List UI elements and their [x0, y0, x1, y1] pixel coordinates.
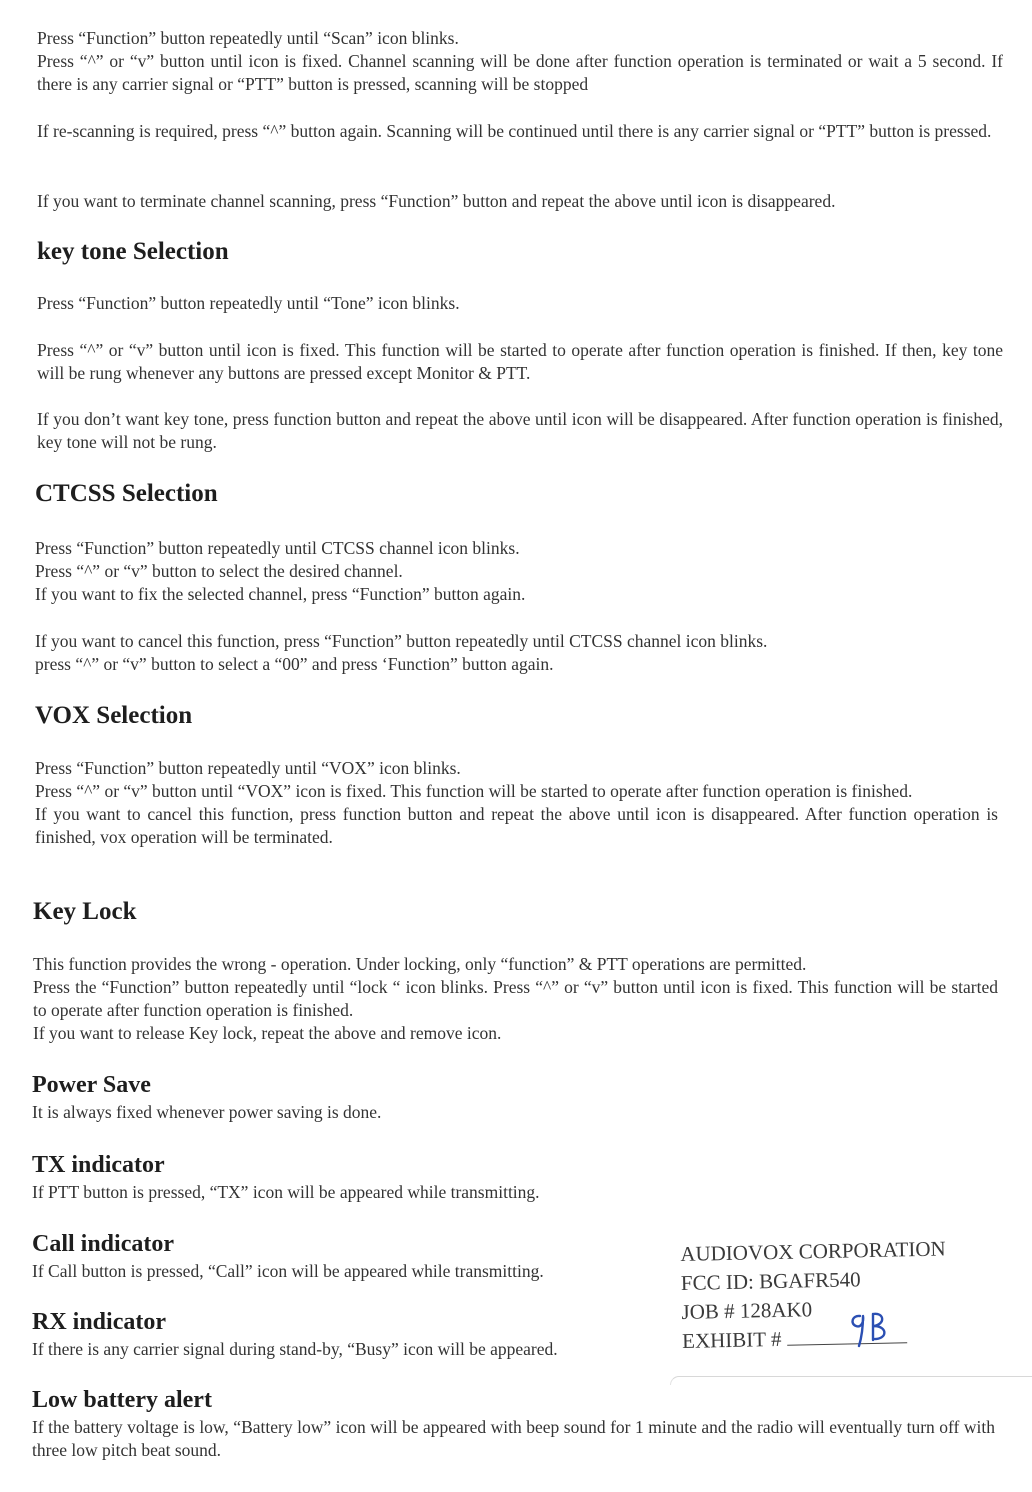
vox-line-1: Press “Function” button repeatedly until “VOX” icon blinks.: [35, 758, 461, 778]
stamp-fcc-id: FCC ID: BGAFR540: [680, 1267, 861, 1295]
key-tone-heading: key tone Selection: [37, 238, 229, 265]
scan-edge-mark: [670, 1376, 1032, 1385]
ctcss-paragraph-2: [35, 630, 1001, 676]
low-battery-heading: Low battery alert: [32, 1387, 212, 1413]
scan-paragraph-2: If re-scanning is required, press “^” button again. Scanning will be continued until there is any carrier signal or “PTT” button is pressed.: [37, 121, 992, 141]
vox-heading: VOX Selection: [35, 702, 193, 729]
vox-paragraph: [35, 757, 998, 849]
call-heading: Call indicator: [32, 1231, 174, 1257]
ctcss-line-5: press “^” or “v” button to select a “00” and press ‘Function” button again.: [35, 654, 554, 674]
key-tone-paragraph-3: If you don’t want key tone, press function button and repeat the above until icon will be disappeared. After function operation is finished, key tone will not be rung.: [37, 409, 1003, 452]
low-battery-text: If the battery voltage is low, “Battery low” icon will be appeared with beep sound for 1 minute and the radio will eventually turn off with three low pitch beat sound.: [32, 1417, 995, 1460]
scan-line-1: Press “Function” button repeatedly until “Scan” icon blinks.: [37, 28, 459, 48]
key-lock-heading: Key Lock: [33, 898, 137, 925]
ctcss-line-3: If you want to fix the selected channel, press “Function” button again.: [35, 584, 526, 604]
scan-line-2: Press “^” or “v” button until icon is fixed. Channel scanning will be done after function operation is terminated or wait a 5 second. If there is any carrier signal or “PTT” button is pressed, scanning will be stopped: [37, 51, 1003, 94]
ctcss-heading: CTCSS Selection: [35, 480, 218, 507]
power-save-text: It is always fixed whenever power saving is done.: [32, 1102, 382, 1122]
power-save-heading: Power Save: [32, 1072, 151, 1098]
ctcss-paragraph-1: [35, 537, 1001, 606]
key-lock-line-1: This function provides the wrong - operation. Under locking, only “function” & PTT operations are permitted.: [33, 954, 807, 974]
ctcss-line-2: Press “^” or “v” button to select the desired channel.: [35, 561, 403, 581]
vox-line-2: Press “^” or “v” button until “VOX” icon is fixed. This function will be started to operate after function operation is finished.: [35, 781, 913, 801]
rx-heading: RX indicator: [32, 1309, 166, 1335]
stamp-exhibit-label: EXHIBIT #: [681, 1326, 782, 1353]
key-lock-line-3: If you want to release Key lock, repeat the above and remove icon.: [33, 1023, 502, 1043]
scan-paragraph-1: [37, 27, 1003, 96]
call-text: If Call button is pressed, “Call” icon will be appeared while transmitting.: [32, 1261, 544, 1281]
scan-paragraph-3: If you want to terminate channel scanning, press “Function” button and repeat the above until icon is disappeared.: [37, 191, 836, 211]
ctcss-line-4: If you want to cancel this function, press “Function” button repeatedly until CTCSS channel icon blinks.: [35, 631, 768, 651]
key-tone-paragraph-1: Press “Function” button repeatedly until “Tone” icon blinks.: [37, 293, 460, 313]
stamp-job: JOB # 128AK0: [681, 1297, 813, 1324]
handwritten-exhibit-number: [846, 1306, 896, 1350]
key-tone-paragraph-2: Press “^” or “v” button until icon is fixed. This function will be started to operate after function operation is finished. If then, key tone will be rung whenever any buttons are pressed except Monitor & PTT.: [37, 340, 1003, 383]
stamp-company: AUDIOVOX CORPORATION: [680, 1236, 946, 1266]
tx-heading: TX indicator: [32, 1152, 165, 1178]
key-lock-paragraph: [33, 953, 998, 1045]
vox-line-3: If you want to cancel this function, press function button and repeat the above until icon is disappeared. After function operation is finished, vox operation will be terminated.: [35, 804, 998, 847]
ctcss-line-1: Press “Function” button repeatedly until CTCSS channel icon blinks.: [35, 538, 520, 558]
rx-text: If there is any carrier signal during stand-by, “Busy” icon will be appeared.: [32, 1339, 558, 1359]
tx-text: If PTT button is pressed, “TX” icon will be appeared while transmitting.: [32, 1182, 540, 1202]
key-lock-line-2: Press the “Function” button repeatedly until “lock “ icon blinks. Press “^” or “v” button until icon is fixed. This function will be started to operate after function operation is finished.: [33, 977, 998, 1020]
